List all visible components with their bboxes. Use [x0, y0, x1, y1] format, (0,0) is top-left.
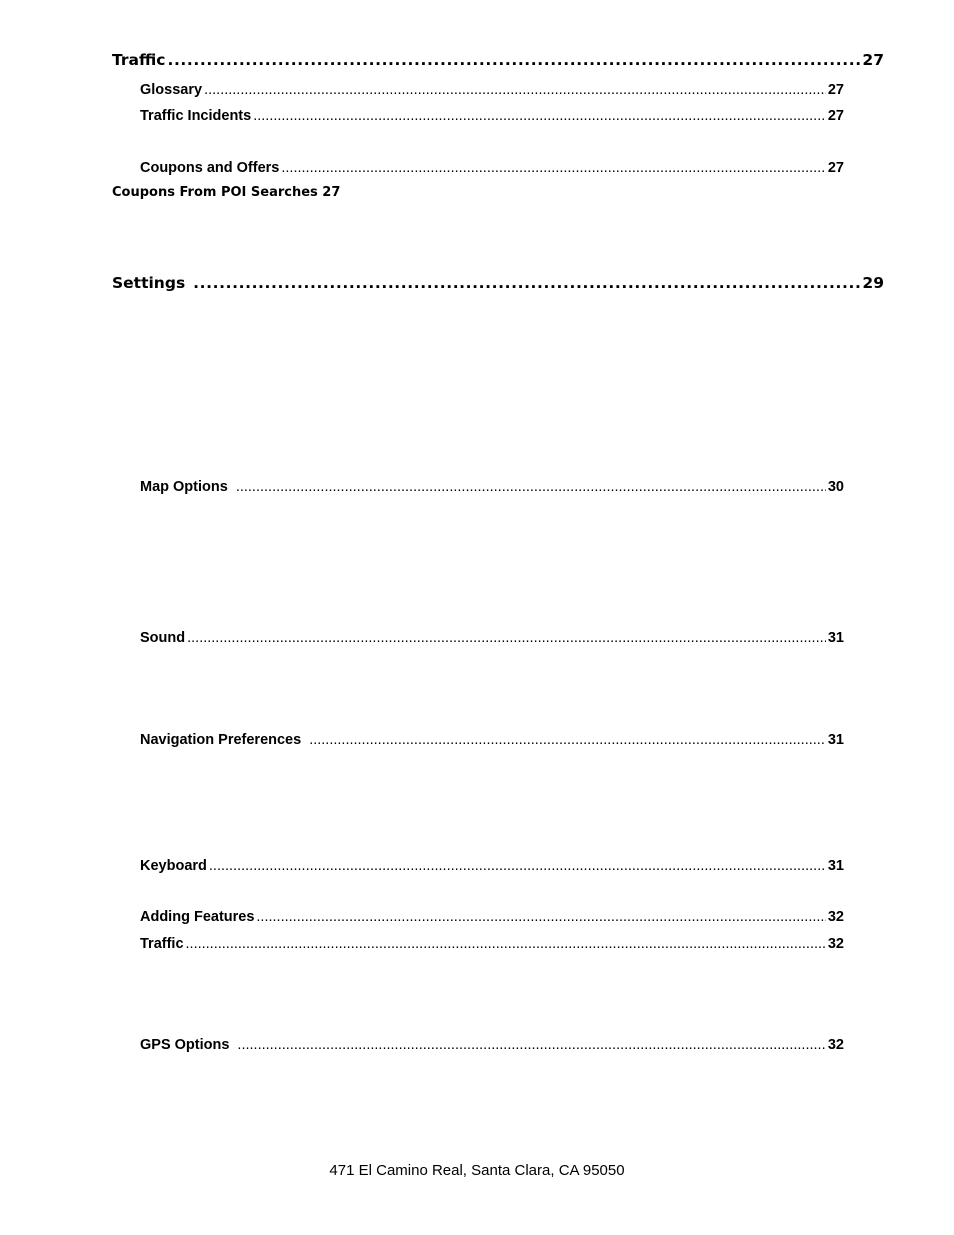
toc-entry-traffic[interactable]	[112, 51, 884, 69]
dot-leader	[167, 51, 860, 69]
toc-entry-page: 27	[827, 82, 844, 98]
dot-leader	[309, 732, 826, 748]
dot-leader	[236, 479, 826, 495]
toc-entry-page: 31	[827, 858, 844, 874]
toc-entry-page: 31	[827, 630, 844, 646]
toc-entry-label: Glossary	[140, 82, 203, 98]
toc-entry-settings[interactable]	[112, 274, 884, 292]
dot-leader	[209, 858, 826, 874]
dot-leader	[281, 160, 825, 176]
toc-entry-label: Coupons and Offers	[140, 160, 280, 176]
dot-leader	[193, 274, 860, 292]
toc-entry-page: 32	[827, 936, 844, 952]
toc-entry-keyboard[interactable]	[140, 858, 844, 874]
dot-leader	[237, 1037, 825, 1053]
toc-entry-traffic-sub[interactable]	[140, 936, 844, 952]
toc-entry-page: 29	[862, 274, 884, 292]
dot-leader	[256, 909, 825, 925]
toc-entry-label: Sound	[140, 630, 186, 646]
toc-entry-sound[interactable]	[140, 630, 844, 646]
dot-leader	[187, 630, 826, 646]
toc-entry-glossary[interactable]	[140, 82, 844, 98]
toc-entry-label: Navigation Preferences	[140, 732, 302, 748]
toc-entry-gps-options[interactable]	[140, 1037, 844, 1053]
toc-entry-page: 31	[827, 732, 844, 748]
toc-entry-coupons-from-poi[interactable]: Coupons From POI Searches 27	[112, 185, 341, 200]
toc-entry-map-options[interactable]	[140, 479, 844, 495]
toc-entry-label: Traffic Incidents	[140, 108, 252, 124]
toc-entry-page: 27	[827, 160, 844, 176]
toc-entry-label: Traffic	[140, 936, 184, 952]
dot-leader	[186, 936, 826, 952]
toc-entry-navigation-preferences[interactable]	[140, 732, 844, 748]
toc-entry-page: 27	[862, 51, 884, 69]
dot-leader	[204, 82, 826, 98]
toc-entry-label: Settings	[112, 274, 186, 292]
toc-entry-adding-features[interactable]	[140, 909, 844, 925]
toc-entry-label: Adding Features	[140, 909, 255, 925]
toc-entry-page: 32	[827, 1037, 844, 1053]
toc-entry-label: Keyboard	[140, 858, 207, 874]
toc-entry-traffic-incidents[interactable]	[140, 108, 844, 124]
toc-entry-label: GPS Options	[140, 1037, 230, 1053]
toc-entry-page: 27	[827, 108, 844, 124]
toc-entry-label: Traffic	[112, 51, 166, 69]
footer-address: 471 El Camino Real, Santa Clara, CA 95050	[329, 1162, 625, 1179]
toc-entry-coupons-and-offers[interactable]	[140, 160, 844, 176]
toc-entry-page: 32	[827, 909, 844, 925]
toc-entry-page: 30	[827, 479, 844, 495]
toc-entry-label: Map Options	[140, 479, 228, 495]
dot-leader	[253, 108, 826, 124]
